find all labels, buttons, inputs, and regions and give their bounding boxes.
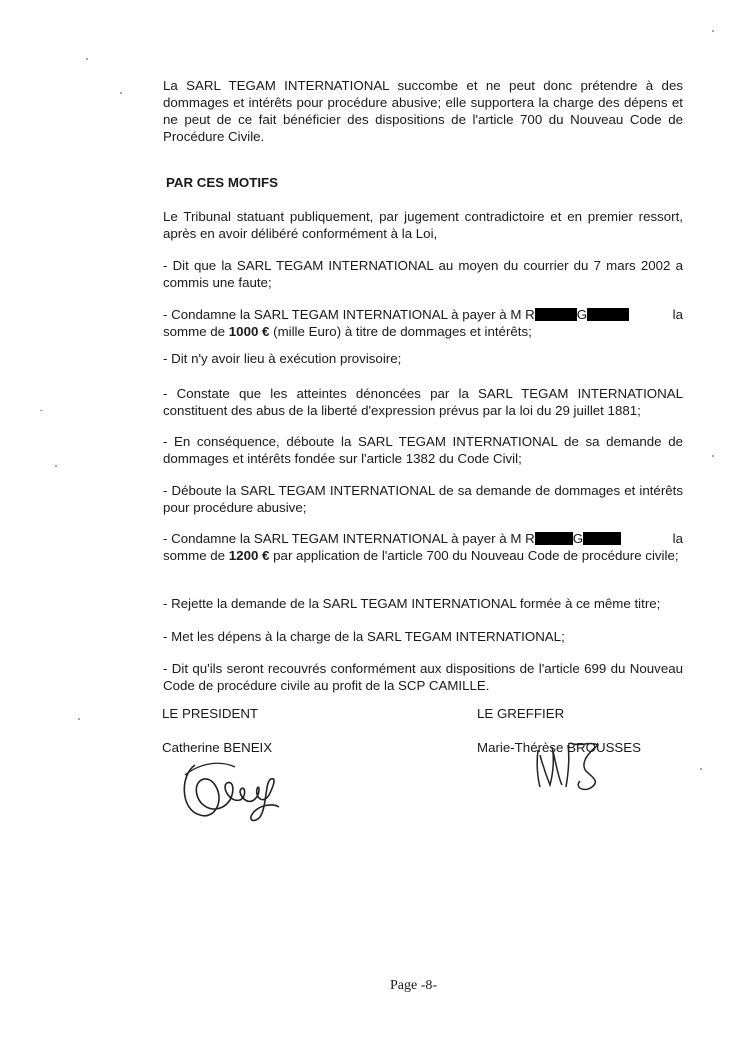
paragraph-tribunal: Le Tribunal statuant publiquement, par jugement contradictoire et en premier ressort, après en avoir délibéré conformément à la Loi, bbox=[163, 209, 683, 241]
paragraph-condamne-1000 bbox=[163, 306, 683, 340]
scan-speck bbox=[712, 455, 714, 457]
greffier-signature bbox=[530, 735, 610, 795]
condamne-1200-line2 bbox=[163, 547, 683, 564]
paragraph-constate: - Constate que les atteintes dénoncées par la SARL TEGAM INTERNATIONAL constituent des abus de la liberté d'expression prévus par la loi du 29 juillet 1881; bbox=[163, 386, 683, 418]
condamne-1200-initial: G bbox=[572, 531, 584, 546]
scan-speck bbox=[40, 410, 43, 411]
paragraph-deboute: - Déboute la SARL TEGAM INTERNATIONAL de sa demande de dommages et intérêts pour procédure abusive; bbox=[163, 483, 683, 515]
scan-speck bbox=[120, 92, 122, 94]
scan-speck bbox=[55, 465, 57, 467]
redaction-block bbox=[535, 308, 577, 321]
condamne-1200-text: - Condamne la SARL TEGAM INTERNATIONAL à payer à M R bbox=[163, 531, 535, 546]
paragraph-recouvres: - Dit qu'ils seront recouvrés conformément aux dispositions de l'article 699 du Nouveau Code de procédure civile au profit de la SCP CAMILLE. bbox=[163, 661, 683, 693]
president-label: LE PRESIDENT bbox=[162, 706, 259, 721]
scan-speck bbox=[712, 30, 714, 32]
greffier-name: Marie-Thérèse BROUSSES bbox=[477, 740, 642, 755]
condamne-1000-text: - Condamne la SARL TEGAM INTERNATIONAL à payer à M R bbox=[163, 307, 535, 322]
amount-1000: 1000 € bbox=[228, 324, 270, 339]
condamne-1200-la: la bbox=[672, 531, 683, 546]
paragraph-execution: - Dit n'y avoir lieu à exécution provisoire; bbox=[163, 351, 402, 366]
paragraph-condamne-1200 bbox=[163, 530, 683, 564]
condamne-1000-line1 bbox=[163, 306, 683, 323]
greffier-label: LE GREFFIER bbox=[477, 706, 565, 721]
somme-de-text: somme de bbox=[163, 548, 229, 563]
somme-de-text: somme de bbox=[163, 324, 229, 339]
scan-speck bbox=[86, 58, 88, 60]
condamne-1000-la: la bbox=[672, 307, 683, 322]
paragraph-depens: - Met les dépens à la charge de la SARL TEGAM INTERNATIONAL; bbox=[163, 629, 565, 644]
redaction-block bbox=[535, 532, 573, 545]
president-name: Catherine BENEIX bbox=[162, 740, 273, 755]
scan-speck bbox=[700, 768, 702, 770]
president-signature bbox=[175, 755, 285, 827]
condamne-1000-line2 bbox=[163, 323, 683, 340]
redaction-block bbox=[587, 308, 629, 321]
redaction-block bbox=[583, 532, 621, 545]
scan-speck bbox=[78, 718, 80, 720]
paragraph-dit-faute: - Dit que la SARL TEGAM INTERNATIONAL au moyen du courrier du 7 mars 2002 a commis une faute; bbox=[163, 258, 683, 290]
mille-euro-text: (mille Euro) à titre de dommages et intérêts; bbox=[269, 324, 532, 339]
paragraph-rejette: - Rejette la demande de la SARL TEGAM INTERNATIONAL formée à ce même titre; bbox=[163, 596, 661, 611]
condamne-1200-line1 bbox=[163, 530, 683, 547]
paragraph-consequence: - En conséquence, déboute la SARL TEGAM INTERNATIONAL de sa demande de dommages et intérêts fondée sur l'article 1382 du Code Civil; bbox=[163, 434, 683, 466]
condamne-1000-initial: G bbox=[576, 307, 588, 322]
paragraph-intro: La SARL TEGAM INTERNATIONAL succombe et ne peut donc prétendre à des dommages et intérêts pour procédure abusive; elle supportera la charge des dépens et ne peut de ce fait bénéficier des dispositions de l'article 700 du Nouveau Code de Procédure Civile. bbox=[163, 78, 683, 144]
page-number: Page -8- bbox=[390, 978, 438, 993]
amount-1200: 1200 € bbox=[228, 548, 270, 563]
section-heading: PAR CES MOTIFS bbox=[166, 175, 279, 190]
article-700-text: par application de l'article 700 du Nouveau Code de procédure civile; bbox=[269, 548, 679, 563]
